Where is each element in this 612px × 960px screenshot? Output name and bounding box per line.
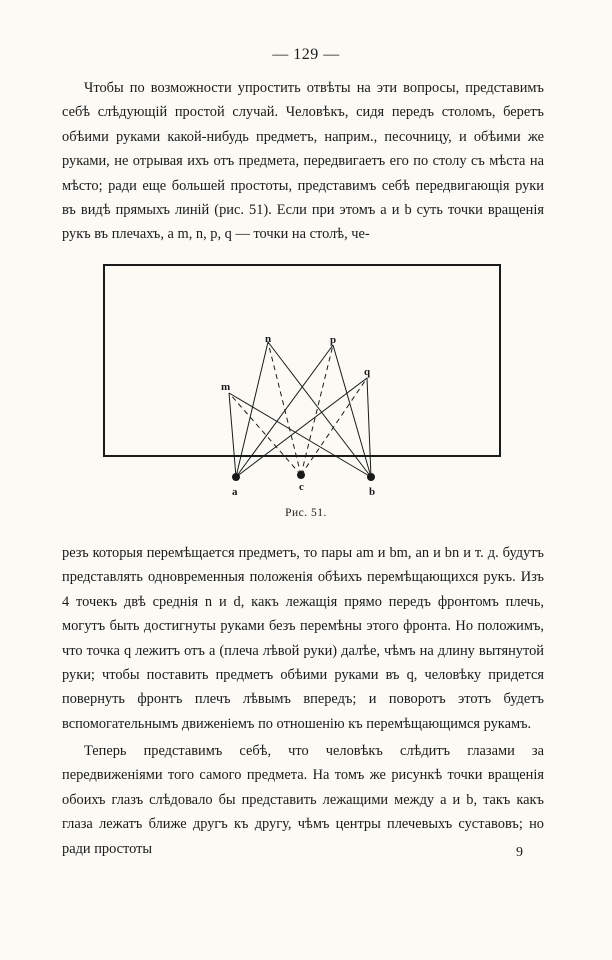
label-c: c: [299, 481, 304, 493]
label-a: a: [232, 486, 238, 495]
point-a-dot: [232, 473, 240, 481]
line-b-p: [333, 345, 371, 477]
figure-caption: Рис. 51.: [285, 507, 327, 519]
figure-51: [0, 255, 612, 495]
line-b-q: [367, 378, 371, 477]
label-n: n: [265, 333, 272, 345]
point-c-dot: [297, 471, 305, 479]
point-b-dot: [367, 473, 375, 481]
paragraph-2: резъ которыя перемѣщается предметъ, то пары am и bm, an и bn и т. д. будутъ представлять одновременныя положенія обѣихъ перемѣщающихся рукъ. Изъ 4 точекъ двѣ среднія n и d, какъ лежащія прямо передъ фронтомъ плечь, могутъ быть достигнуты руками безъ перемѣны этого фронта. Но положимъ, что точка q лежитъ отъ a (плеча лѣвой руки) далѣе, чѣмъ на длину вытянутой руки; чтобы поставить предметъ обѣими руками въ q, человѣку придется повернуть фронтъ плечъ лѣвымъ впередъ; и поворотъ этотъ будетъ вспомогательнымъ движеніемъ по отношенію къ перемѣщающимся рукамъ.: [62, 545, 544, 732]
label-q: q: [364, 366, 371, 378]
page-header: — 129 —: [272, 46, 340, 63]
paragraph-1: Чтобы по возможности упростить отвѣты на эти вопросы, представимъ себѣ слѣдующій простой случай. Человѣкъ, сидя передъ столомъ, беретъ обѣими руками какой-нибудь предметъ, наприм., песочницу, и обѣими же руками, не отрывая ихъ отъ предмета, передвигаетъ его по столу съ мѣста на мѣсто; ради еще большей простоты, представимъ себѣ передвигающія руки въ видѣ прямыхъ линій (рис. 51). Если при этомъ a и b суть точки вращенія рукъ въ плечахъ, а m, n, p, q — точки на столѣ, че-: [62, 80, 544, 243]
label-m: m: [221, 381, 231, 393]
signature-mark: 9: [516, 845, 523, 860]
line-b-m: [229, 393, 371, 477]
line-a-p: [236, 345, 333, 477]
label-p: p: [330, 334, 337, 346]
line-a-m: [229, 393, 236, 477]
figure-diagram: [0, 255, 612, 495]
paragraph-3: Теперь представимъ себѣ, что человѣкъ слѣдитъ глазами за передвиженіями того самого предмета. На томъ же рисункѣ точки вращенія обоихъ глазъ слѣдовало бы представить лежащими между a и b, такъ какъ глаза лежатъ ближе другъ къ другу, чѣмъ центры плечевыхъ суставовъ; но ради простоты: [62, 743, 544, 857]
line-c-q: [301, 378, 367, 475]
label-b: b: [369, 486, 376, 495]
